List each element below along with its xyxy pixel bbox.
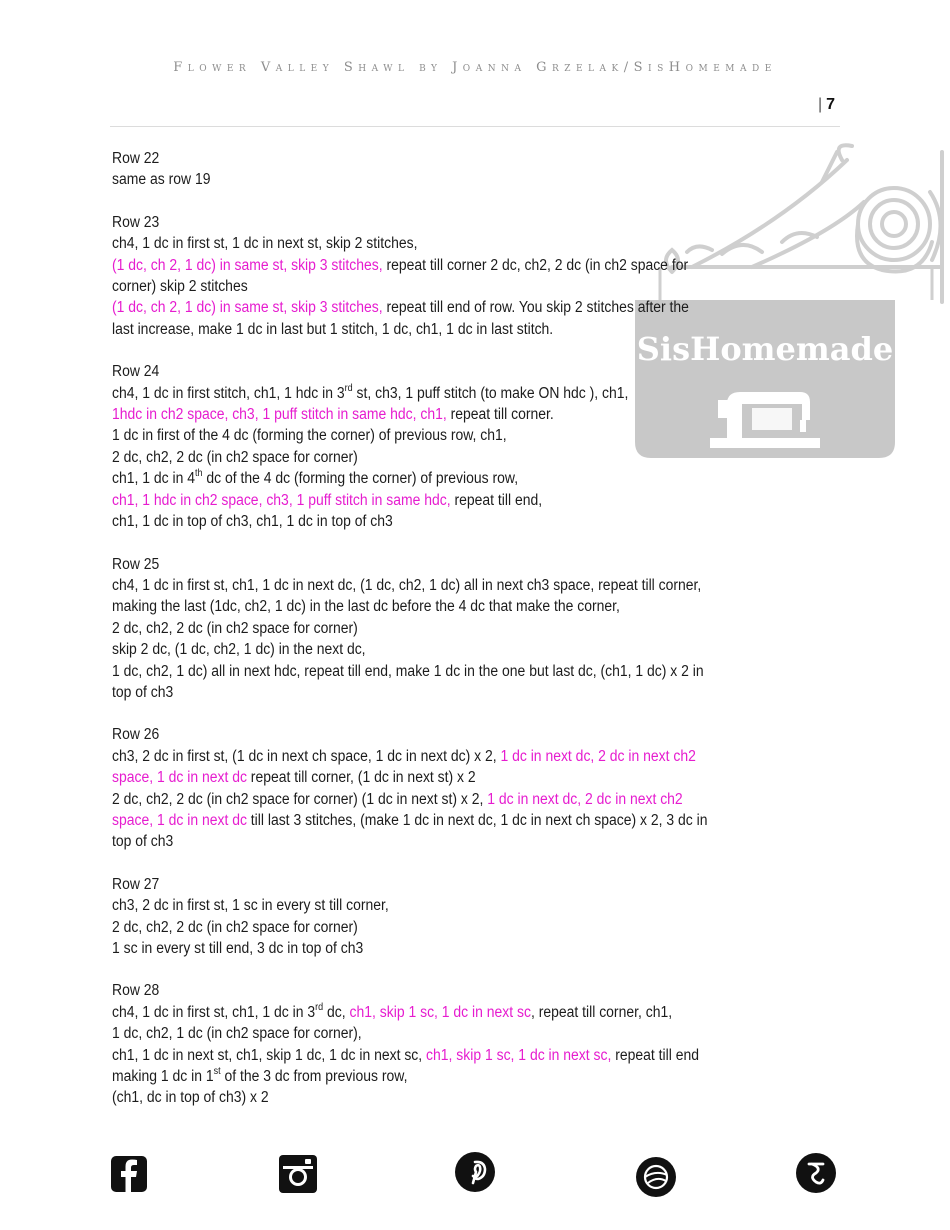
highlighted-repeat-text: 1hdc in ch2 space, ch3, 1 puff stitch in same hdc, ch1, — [112, 406, 447, 424]
facebook-icon[interactable] — [111, 1156, 147, 1192]
highlighted-repeat-text: 1 dc in next dc, 2 dc in next ch2 — [500, 747, 696, 765]
ordinal-suffix: rd — [344, 382, 353, 394]
instruction-text: of the 3 dc from previous row, — [220, 1068, 408, 1086]
page-number-value: 7 — [826, 96, 836, 113]
instruction-text: same as row 19 — [112, 171, 211, 189]
instruction-line — [112, 276, 837, 297]
instruction-text: top of ch3 — [112, 833, 174, 851]
instruction-text: ch1, 1 dc in next st, ch1, skip 1 dc, 1 dc in next sc, — [112, 1046, 427, 1064]
instruction-text: repeat till end of row. You skip 2 stitches after the — [382, 299, 689, 317]
social-footer — [0, 1152, 950, 1198]
row-heading: Row 27 — [112, 875, 160, 893]
row-heading: Row 28 — [112, 982, 160, 1000]
instruction-line — [112, 404, 837, 425]
instruction-text: ch4, 1 dc in first st, ch1, 1 dc in next dc, (1 dc, ch2, 1 dc) all in next ch3 space, repeat till corner, — [112, 576, 702, 594]
instruction-line — [112, 1045, 837, 1066]
instruction-text: repeat till corner, (1 dc in next st) x 2 — [246, 769, 476, 787]
instruction-line — [112, 639, 837, 660]
instruction-line — [112, 810, 837, 831]
instruction-text: 1 sc in every st till end, 3 dc in top of ch3 — [112, 940, 364, 957]
instruction-line — [112, 511, 837, 532]
instruction-text: 1 dc, ch2, 1 dc (in ch2 space for corner), — [112, 1025, 362, 1043]
ordinal-suffix: rd — [315, 1001, 324, 1013]
sign-text: SisHomemade — [636, 330, 894, 368]
instruction-text: ch4, 1 dc in first st, ch1, 1 dc in 3 — [112, 1003, 316, 1021]
instruction-text: ch1, 1 dc in top of ch3, ch1, 1 dc in top of ch3 — [112, 513, 393, 531]
instruction-text: ch1, 1 dc in 4 — [112, 470, 195, 488]
instruction-line — [112, 746, 837, 767]
instruction-line — [112, 255, 837, 276]
instruction-text: 2 dc, ch2, 2 dc (in ch2 space for corner) — [112, 448, 358, 466]
highlighted-repeat-text: (1 dc, ch 2, 1 dc) in same st, skip 3 stitches, — [112, 256, 383, 274]
instruction-text: repeat till end — [611, 1046, 699, 1064]
row-section — [112, 212, 837, 340]
instruction-line — [112, 1066, 837, 1087]
instruction-text: (ch1, dc in top of ch3) x 2 — [112, 1089, 269, 1107]
instruction-text: till last 3 stitches, (make 1 dc in next dc, 1 dc in next ch space) x 2, 3 dc in — [246, 811, 708, 829]
row-section — [112, 980, 837, 1108]
page-header: Flower Valley Shawl by Joanna Grzelak/SisHomemade — [173, 60, 777, 75]
instruction-line — [112, 297, 837, 318]
row-section — [112, 148, 837, 191]
instruction-line — [112, 319, 837, 340]
row-heading: Row 25 — [112, 555, 160, 573]
instruction-line — [112, 767, 837, 788]
page-number: | 7 — [818, 96, 836, 113]
instruction-line — [112, 917, 837, 938]
instagram-icon[interactable] — [279, 1155, 317, 1193]
header-divider — [110, 126, 840, 127]
instruction-text: repeat till corner 2 dc, ch2, 2 dc (in ch2 space for — [382, 256, 689, 274]
instruction-line — [112, 661, 837, 682]
pinterest-icon[interactable] — [455, 1152, 495, 1192]
instruction-text: skip 2 dc, (1 dc, ch2, 1 dc) in the next dc, — [112, 641, 366, 659]
highlighted-repeat-text: space, 1 dc in next dc — [112, 769, 247, 787]
instruction-text: ch4, 1 dc in first stitch, ch1, 1 hdc in 3 — [112, 384, 345, 402]
ordinal-suffix: th — [194, 468, 203, 480]
highlighted-repeat-text: (1 dc, ch 2, 1 dc) in same st, skip 3 stitches, — [112, 299, 383, 317]
instruction-text: dc, — [323, 1003, 350, 1021]
instruction-line — [112, 468, 837, 489]
instruction-text: top of ch3 — [112, 683, 174, 701]
instruction-text: 1 dc, ch2, 1 dc) all in next hdc, repeat till end, make 1 dc in the one but last dc, (ch1, 1 dc) x 2 in — [112, 662, 704, 680]
instruction-line — [112, 618, 837, 639]
instruction-line — [112, 895, 837, 916]
instruction-line — [112, 383, 837, 404]
instruction-line — [112, 1002, 837, 1023]
pattern-content — [112, 148, 837, 1130]
highlighted-repeat-text: ch1, 1 hdc in ch2 space, ch3, 1 puff stitch in same hdc, — [112, 491, 451, 509]
instruction-line — [112, 789, 837, 810]
instruction-text: ch3, 2 dc in first st, 1 sc in every st till corner, — [112, 897, 389, 915]
sishomemade-icon[interactable] — [796, 1153, 836, 1193]
highlighted-repeat-text: space, 1 dc in next dc — [112, 811, 247, 829]
instruction-line — [112, 938, 837, 959]
instruction-line — [112, 1087, 837, 1108]
highlighted-repeat-text: ch1, skip 1 sc, 1 dc in next sc — [349, 1003, 531, 1021]
row-section — [112, 361, 837, 532]
instruction-line — [112, 831, 837, 852]
instruction-text: , repeat till corner, ch1, — [530, 1003, 673, 1021]
instruction-line — [112, 596, 837, 617]
instruction-text: ch3, 2 dc in first st, (1 dc in next ch space, 1 dc in next dc) x 2, — [112, 747, 501, 765]
row-section — [112, 554, 837, 704]
row-heading: Row 23 — [112, 213, 160, 231]
ordinal-suffix: st — [213, 1065, 221, 1077]
instruction-line — [112, 425, 837, 446]
instruction-line — [112, 1023, 837, 1044]
instruction-text: st, ch3, 1 puff stitch (to make ON hdc ), ch1, — [352, 384, 629, 402]
highlighted-repeat-text: 1 dc in next dc, 2 dc in next ch2 — [487, 790, 683, 808]
instruction-text: making the last (1dc, ch2, 1 dc) in the last dc before the 4 dc that make the corner, — [112, 598, 620, 616]
instruction-line — [112, 682, 837, 703]
instruction-text: 1 dc in first of the 4 dc (forming the corner) of previous row, ch1, — [112, 427, 507, 445]
instruction-text: making 1 dc in 1 — [112, 1068, 214, 1086]
instruction-text: repeat till end, — [450, 491, 543, 509]
row-heading: Row 26 — [112, 726, 160, 744]
instruction-text: dc of the 4 dc (forming the corner) of previous row, — [202, 470, 519, 488]
instruction-text: 2 dc, ch2, 2 dc (in ch2 space for corner) (1 dc in next st) x 2, — [112, 790, 488, 808]
instruction-line — [112, 490, 837, 511]
instruction-text: last increase, make 1 dc in last but 1 stitch, 1 dc, ch1, 1 dc in last stitch. — [112, 320, 554, 338]
instruction-text: 2 dc, ch2, 2 dc (in ch2 space for corner) — [112, 918, 358, 936]
instruction-text: repeat till corner. — [446, 406, 554, 424]
instruction-text: ch4, 1 dc in first st, 1 dc in next st, skip 2 stitches, — [112, 235, 418, 253]
row-heading: Row 24 — [112, 363, 160, 381]
instruction-text: corner) skip 2 stitches — [112, 278, 248, 296]
instruction-text: 2 dc, ch2, 2 dc (in ch2 space for corner) — [112, 619, 358, 637]
row-section — [112, 724, 837, 852]
instruction-line — [112, 169, 837, 190]
row-section — [112, 874, 837, 960]
ravelry-icon[interactable] — [635, 1156, 677, 1198]
instruction-line — [112, 575, 837, 596]
row-heading: Row 22 — [112, 150, 160, 167]
instruction-line — [112, 233, 837, 254]
highlighted-repeat-text: ch1, skip 1 sc, 1 dc in next sc, — [426, 1046, 612, 1064]
instruction-line — [112, 447, 837, 468]
